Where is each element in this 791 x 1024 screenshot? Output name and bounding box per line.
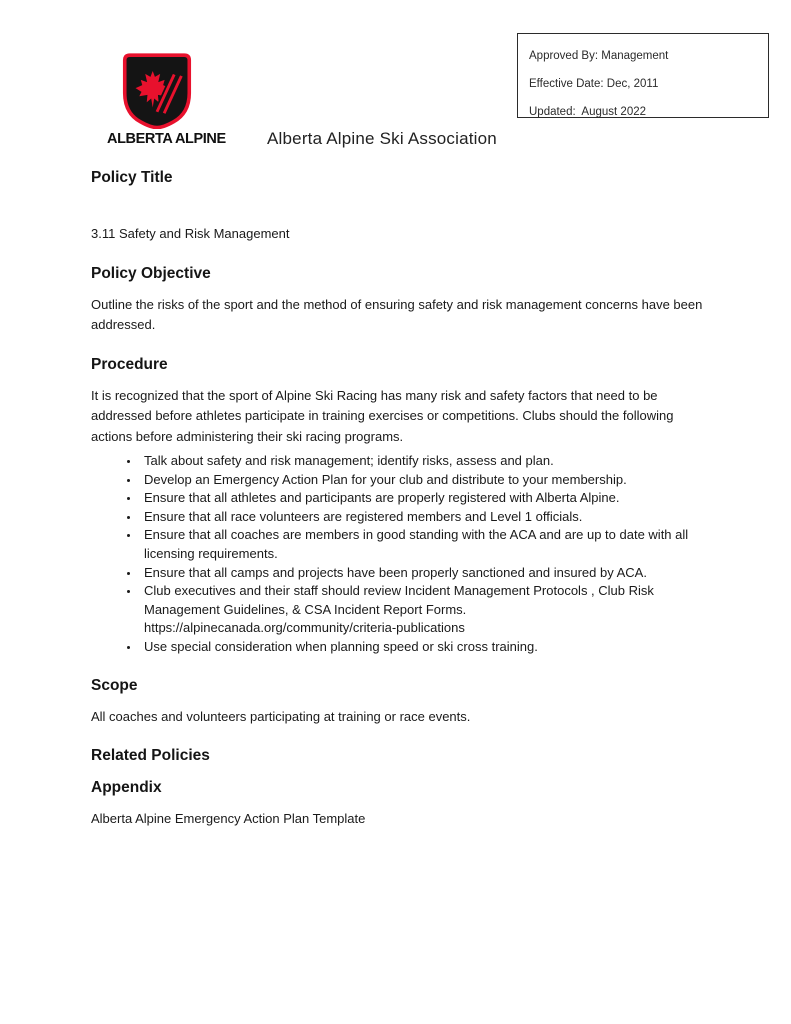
policy-url-link[interactable]: https://alpinecanada.org/community/criteria-publications <box>144 620 465 636</box>
bullet-text: Club executives and their staff should review Incident Management Protocols , Club Risk Management Guidelines, & CSA Incident Report Forms. <box>144 583 654 617</box>
bullet-text: Ensure that all athletes and participants are properly registered with Alberta Alpine. <box>144 490 620 506</box>
document-body <box>0 169 791 830</box>
bullet-text: Talk about safety and risk management; identify risks, assess and plan. <box>144 453 554 468</box>
heading-policy-title: Policy Title <box>91 169 173 186</box>
logo-wordmark: ALBERTA ALPINE <box>107 131 226 147</box>
bullet-item <box>140 582 703 638</box>
procedure-intro-text: It is recognized that the sport of Alpine Ski Racing has many risk and safety factors that need to be addressed before athletes participate in training exercises or competitions. Clubs should the following actions before administering their ski racing programs. <box>91 387 674 444</box>
document-title: Alberta Alpine Ski Association <box>267 129 497 148</box>
approval-info-box <box>517 33 769 118</box>
bullet-text: Use special consideration when planning speed or ski cross training. <box>144 638 538 654</box>
policy-title-text: 3.11 Safety and Risk Management <box>91 226 290 241</box>
bullet-item <box>140 471 703 490</box>
bullet-item <box>140 452 703 471</box>
alberta-alpine-logo <box>107 53 226 147</box>
bullet-item <box>140 638 703 657</box>
heading-procedure: Procedure <box>91 355 168 373</box>
heading-scope: Scope <box>91 676 138 694</box>
bullet-text: Ensure that all race volunteers are registered members and Level 1 officials. <box>144 508 583 524</box>
appendix-text: Alberta Alpine Emergency Action Plan Template <box>91 811 366 827</box>
bullet-item <box>140 564 703 583</box>
approved-by-line: Approved By: Management <box>529 50 669 62</box>
document-header <box>0 0 791 169</box>
bullet-text: Ensure that all coaches are members in good standing with the ACA and are up to date with all licensing requirements. <box>144 527 689 561</box>
procedure-bullet-list <box>91 452 703 657</box>
updated-line: Updated: August 2022 <box>529 106 647 118</box>
scope-text: All coaches and volunteers participating at training or race events. <box>91 708 471 724</box>
bullet-item <box>140 489 703 508</box>
policy-objective-text: Outline the risks of the sport and the method of ensuring safety and risk management concerns have been addressed. <box>91 296 703 332</box>
heading-appendix: Appendix <box>91 779 162 797</box>
heading-related-policies: Related Policies <box>91 747 210 765</box>
effective-date-line: Effective Date: Dec, 2011 <box>529 78 659 90</box>
bullet-text: Develop an Emergency Action Plan for your club and distribute to your membership. <box>144 471 627 487</box>
shield-maple-leaf-icon <box>121 53 193 129</box>
bullet-item <box>140 526 703 563</box>
heading-policy-objective: Policy Objective <box>91 264 211 282</box>
bullet-item <box>140 508 703 527</box>
bullet-text: Ensure that all camps and projects have been properly sanctioned and insured by ACA. <box>144 564 647 580</box>
